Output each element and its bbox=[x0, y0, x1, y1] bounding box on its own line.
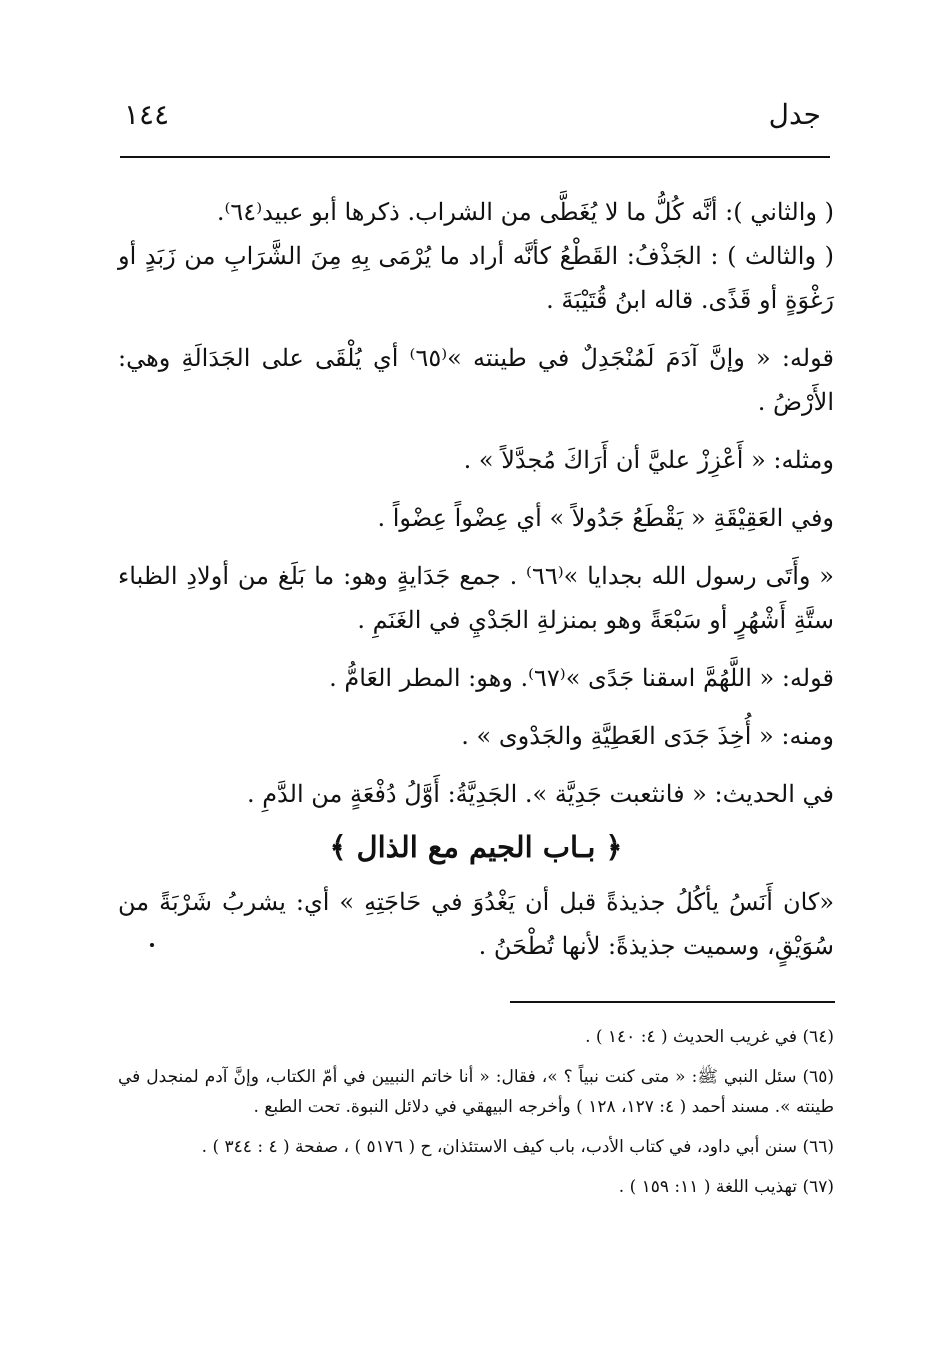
paragraph: ومنه: « أُخِذَ جَدَى العَطِيَّةِ والجَدْوى » . bbox=[461, 722, 834, 750]
section-paragraph: «كان أَنَسُ يأكُلُ جذيذةً قبل أن يَغْدُوَ في حَاجَتِهِ » أي: يشربُ شَرْبَةً من سُوَيْقٍ، وسميت جذيذةً: لأنها تُطْحَنُ . bbox=[118, 888, 834, 960]
footnotes bbox=[118, 1022, 834, 1212]
paragraph: ( والثالث ) : الجَذْفُ: القَطْعُ كأنَّه أراد ما يُرْمَى بِهِ مِنَ الشَّرَابِ من زَبَدٍ أو رَغْوَةٍ أو قَذًى. قاله ابنُ قُتَيْبَةَ . bbox=[118, 242, 834, 314]
paragraph: ( والثاني ): أنَّه كُلُّ ما لا يُغَطَّى من الشراب. ذكرها أبو عبيد⁽٦٤⁾. bbox=[216, 198, 834, 226]
paragraph: ومثله: « أَعْزِزْ عليَّ أن أَرَاكَ مُجدَّلاً » . bbox=[463, 446, 834, 474]
footnote: (٦٥) سئل النبي ﷺ: « متى كنت نبياً ؟ »، فقال: « أنا خاتم النبيين في أمّ الكتاب، وإنَّ آدم لمنجدل في طينته ». مسند أحمد ( ٤: ١٢٧، ١٢٨ ) وأخرجه البيهقي في دلائل النبوة. تحت الطبع . bbox=[118, 1067, 834, 1117]
paragraph: وفي العَقِيْقَةِ « يَقْطَعُ جَدُولاً » أي عِضْواً عِضْواً . bbox=[377, 504, 834, 532]
paragraph: قوله: « اللَّهُمَّ اسقنا جَدًى »⁽٦٧⁾. وهو: المطر العَامُّ . bbox=[329, 664, 834, 692]
footnote: (٦٦) سنن أبي داود، في كتاب الأدب، باب كيف الاستئذان، ح ( ٥١٧٦ ) ، صفحة ( ٤ : ٣٤٤ ) . bbox=[201, 1137, 834, 1157]
footnote: (٦٧) تهذيب اللغة ( ١١: ١٥٩ ) . bbox=[618, 1177, 834, 1197]
stray-dot bbox=[150, 943, 154, 947]
paragraph: قوله: « وإنَّ آدَمَ لَمُنْجَدِلٌ في طينته »⁽٦٥⁾ أي يُلْقَى على الجَدَالَةِ وهي: الأَرْضُ . bbox=[118, 344, 834, 416]
section-heading: ﴿ بـاب الجيم مع الذال ﴾ bbox=[329, 830, 623, 864]
footnote: (٦٤) في غريب الحديث ( ٤: ١٤٠ ) . bbox=[585, 1027, 834, 1047]
main-text bbox=[118, 190, 834, 982]
header-rule bbox=[120, 156, 830, 158]
footnote-rule bbox=[510, 1001, 835, 1003]
page-number: ١٤٤ bbox=[124, 98, 170, 131]
running-title: جدل bbox=[768, 98, 821, 131]
paragraph: « وأَتَى رسول الله بجدايا »⁽٦٦⁾ . جمع جَدَايةٍ وهو: ما بَلَغ من أولادِ الظباء ستَّةِ أَشْهُرٍ أو سَبْعَةً وهو بمنزلةِ الجَدْيِ في الغَنَمِ . bbox=[118, 562, 834, 634]
paragraph: في الحديث: « فانثعبت جَدِيَّة ». الجَدِيَّةُ: أَوَّلُ دُفْعَةٍ من الدَّمِ . bbox=[246, 780, 834, 808]
